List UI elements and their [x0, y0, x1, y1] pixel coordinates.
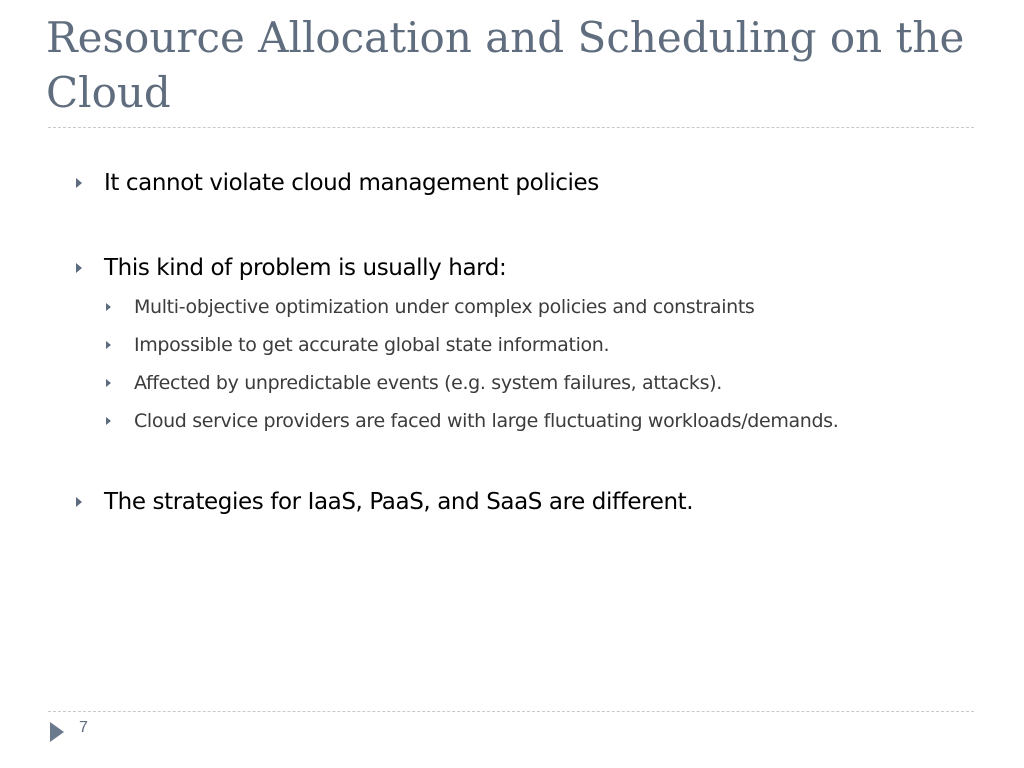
triangle-right-icon [106, 417, 111, 425]
page-number: 7 [79, 719, 88, 736]
sub-bullet-item [106, 296, 754, 318]
sub-bullet-text: Multi-objective optimization under complex policies and constraints [134, 296, 755, 318]
sub-bullet-text: Affected by unpredictable events (e.g. system failures, attacks). [134, 372, 722, 394]
triangle-right-icon [106, 341, 111, 349]
triangle-right-icon [76, 497, 82, 507]
sub-bullet-item [106, 410, 838, 432]
sub-bullet-text: Cloud service providers are faced with large fluctuating workloads/demands. [134, 410, 839, 432]
footer-triangle-icon [50, 722, 64, 742]
bullet-text: This kind of problem is usually hard: [104, 255, 507, 281]
sub-bullet-text: Impossible to get accurate global state information. [134, 334, 610, 356]
triangle-right-icon [106, 379, 111, 387]
triangle-right-icon [106, 303, 111, 311]
bullet-text: The strategies for IaaS, PaaS, and SaaS are different. [104, 489, 694, 515]
bullet-item [76, 170, 599, 196]
footer-divider [48, 711, 974, 712]
bullet-item [76, 255, 506, 281]
title-divider [48, 127, 974, 128]
slide-title: Resource Allocation and Scheduling on the Cloud [46, 13, 965, 117]
sub-bullet-item [106, 334, 609, 356]
triangle-right-icon [76, 263, 82, 273]
triangle-right-icon [76, 178, 82, 188]
bullet-text: It cannot violate cloud management policies [104, 170, 599, 196]
sub-bullet-item [106, 372, 722, 394]
bullet-item [76, 489, 693, 515]
